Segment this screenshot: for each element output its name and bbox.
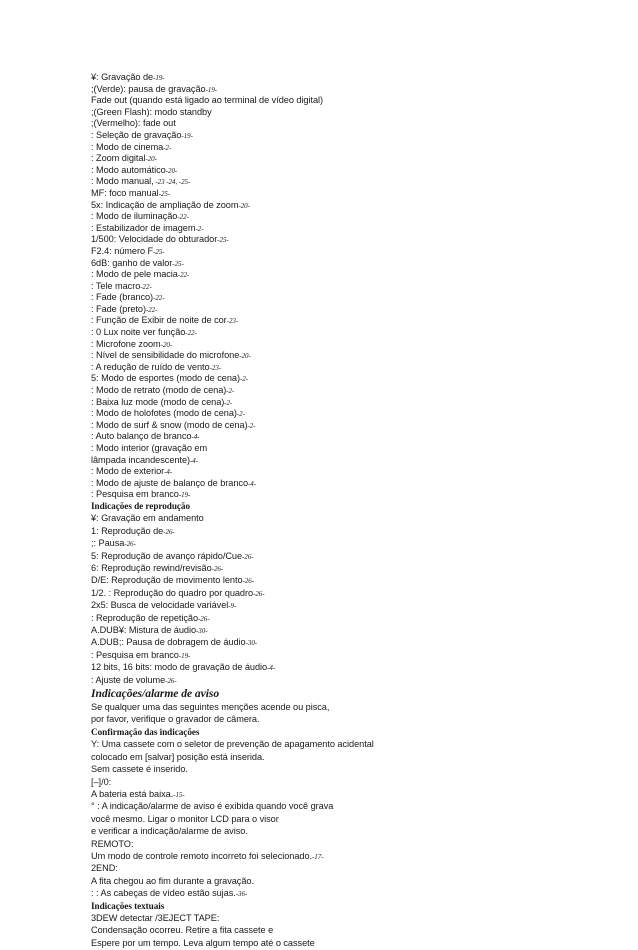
line-text: D/E: Reprodução de movimento lento bbox=[91, 575, 243, 586]
indicator-line bbox=[91, 637, 561, 649]
indicator-line bbox=[91, 408, 561, 420]
section-heading bbox=[91, 501, 561, 513]
indicator-line bbox=[91, 292, 561, 304]
page-reference: -36- bbox=[235, 890, 248, 899]
page-reference: -26- bbox=[253, 589, 265, 598]
page-reference: -23- bbox=[226, 317, 239, 326]
line-text: e verificar a indicação/alarme de aviso. bbox=[91, 826, 248, 837]
line-text: 5: Reprodução de avanço rápido/Cue bbox=[91, 550, 243, 561]
indicator-line bbox=[91, 130, 561, 142]
indicator-line bbox=[91, 397, 561, 409]
page-reference: -2- bbox=[236, 410, 245, 419]
page-reference: -22- bbox=[185, 329, 197, 338]
page-reference: -15- bbox=[173, 790, 185, 799]
line-text: 2x5: Busca de velocidade variável bbox=[91, 600, 229, 611]
line-text: : Pesquisa em branco bbox=[91, 649, 179, 660]
line-text: : Modo interior (gravação em bbox=[91, 443, 208, 453]
indicator-line bbox=[91, 789, 561, 801]
page-reference: -20- bbox=[238, 201, 250, 210]
line-text: : Reprodução de repetição bbox=[91, 612, 199, 623]
indicator-line bbox=[91, 234, 561, 246]
indicator-line bbox=[91, 304, 561, 316]
line-text: ;(Vermelho): fade out bbox=[91, 118, 176, 129]
line-text: 6: Reprodução rewind/revisão bbox=[91, 563, 212, 573]
line-text: : Fade (branco) bbox=[91, 292, 154, 303]
page-reference: -26- bbox=[163, 527, 175, 536]
line-text: lâmpada incandescente) bbox=[91, 454, 191, 465]
line-text: : Modo manual, bbox=[91, 176, 154, 187]
indicator-line bbox=[91, 281, 561, 293]
indicator-line bbox=[91, 801, 561, 813]
line-text: : Modo de surf & snow (modo de cena) bbox=[91, 419, 248, 430]
page-reference: -26- bbox=[165, 676, 177, 685]
indicator-line bbox=[91, 443, 561, 455]
line-text: : Modo de holofotes (modo de cena) bbox=[91, 408, 237, 419]
line-text: MF: foco manual bbox=[91, 187, 159, 198]
page-reference: -4- bbox=[248, 479, 257, 488]
indicator-line bbox=[91, 625, 561, 637]
page-reference: -2- bbox=[226, 387, 235, 396]
page-reference: -20- bbox=[145, 155, 157, 164]
line-text: : Baixa luz mode (modo de cena) bbox=[91, 396, 225, 407]
indicator-line bbox=[91, 650, 561, 662]
indicator-line bbox=[91, 863, 561, 875]
page-reference: -26- bbox=[198, 614, 210, 623]
page-reference: -20- bbox=[160, 340, 173, 349]
page-reference: -19- bbox=[178, 651, 191, 660]
section-title bbox=[91, 687, 561, 702]
line-text: Y: Uma cassete com o seletor de prevenção de apagamento acidental bbox=[91, 739, 374, 750]
line-text: 1/500: Velocidade do obturador bbox=[91, 234, 218, 245]
indicator-line bbox=[91, 826, 561, 838]
indicator-line bbox=[91, 551, 561, 563]
line-text: Confirmação das indicações bbox=[91, 726, 200, 737]
indicator-line bbox=[91, 513, 561, 525]
page-reference: -20- bbox=[239, 352, 251, 361]
line-text: : Microfone zoom bbox=[91, 338, 161, 349]
indicator-line bbox=[91, 327, 561, 339]
line-text: A bateria está baixa. bbox=[91, 788, 174, 799]
line-text: por favor, verifique o gravador de câmera. bbox=[91, 714, 260, 725]
indicator-line bbox=[91, 600, 561, 612]
page-reference: -22- bbox=[140, 282, 152, 291]
line-text: : : As cabeças de vídeo estão sujas. bbox=[91, 888, 236, 899]
line-text: : Modo de exterior bbox=[91, 466, 165, 477]
line-text: F2.4: número F bbox=[91, 245, 154, 256]
line-text: : Seleção de gravação bbox=[91, 129, 182, 140]
indicator-line bbox=[91, 200, 561, 212]
manual-page-body bbox=[91, 72, 561, 950]
page-reference: -30- bbox=[245, 639, 258, 648]
indicator-line bbox=[91, 938, 561, 950]
page-reference: -19- bbox=[153, 74, 165, 82]
line-text: ¥: Gravação em andamento bbox=[91, 513, 204, 524]
section-heading bbox=[91, 901, 561, 913]
indicator-line bbox=[91, 176, 561, 188]
line-text: você mesmo. Ligar o monitor LCD para o visor bbox=[91, 813, 279, 824]
line-text: ;(Verde): pausa de gravação bbox=[91, 83, 206, 94]
line-text: : Modo de cinema bbox=[91, 141, 164, 152]
indicator-line bbox=[91, 211, 561, 223]
page-reference: -26- bbox=[211, 565, 224, 573]
indicator-line bbox=[91, 246, 561, 258]
line-text: : Ajuste de volume bbox=[91, 674, 166, 685]
indicator-line bbox=[91, 851, 561, 863]
indicator-line bbox=[91, 153, 561, 165]
indicator-line bbox=[91, 118, 561, 130]
line-text: : Estabilizador de imagem bbox=[91, 222, 196, 233]
line-text: ;(Green Flash): modo standby bbox=[91, 106, 212, 117]
page-reference: -26- bbox=[124, 540, 136, 549]
line-text: : Auto balanço de branco bbox=[91, 431, 192, 442]
indicator-line bbox=[91, 839, 561, 851]
line-text: 12 bits, 16 bits: modo de gravação de áudio bbox=[91, 662, 268, 673]
indicator-line bbox=[91, 385, 561, 397]
indicator-line bbox=[91, 420, 561, 432]
indicator-line bbox=[91, 223, 561, 235]
indicator-line bbox=[91, 84, 561, 96]
indicator-line bbox=[91, 107, 561, 119]
indicator-line bbox=[91, 538, 561, 550]
line-text: : Nível de sensibilidade do microfone bbox=[91, 350, 240, 361]
page-reference: -22- bbox=[145, 305, 158, 314]
line-text: 5: Modo de esportes (modo de cena) bbox=[91, 373, 240, 384]
indicator-line bbox=[91, 478, 561, 490]
line-text: : 0 Lux noite ver função bbox=[91, 327, 186, 338]
page-reference: -26- bbox=[242, 577, 254, 586]
indicator-line bbox=[91, 362, 561, 374]
page-reference: -2- bbox=[195, 224, 204, 233]
indicator-line bbox=[91, 575, 561, 587]
indicator-line bbox=[91, 373, 561, 385]
page-reference: -17- bbox=[312, 852, 324, 861]
page-reference: -23 -24, -25- bbox=[153, 178, 191, 187]
indicator-line bbox=[91, 814, 561, 826]
line-text: : Tele macro bbox=[91, 280, 141, 291]
line-text: ° : A indicação/alarme de aviso é exibida quando você grava bbox=[91, 801, 334, 812]
line-text: : Zoom digital bbox=[91, 153, 146, 164]
indicator-line bbox=[91, 675, 561, 687]
line-text: Indicações de reprodução bbox=[91, 500, 191, 511]
indicator-line bbox=[91, 613, 561, 625]
page-reference: -25- bbox=[172, 259, 184, 268]
page-reference: -2- bbox=[239, 375, 248, 384]
indicator-line bbox=[91, 739, 561, 751]
page-reference: -19- bbox=[181, 131, 193, 140]
page-reference: -19- bbox=[178, 491, 191, 500]
line-text: 5x: Indicação de ampliação de zoom bbox=[91, 199, 239, 210]
indicator-line bbox=[91, 702, 561, 714]
indicator-line bbox=[91, 72, 561, 84]
line-text: 1/2. : Reprodução do quadro por quadro bbox=[91, 587, 254, 598]
indicator-line bbox=[91, 466, 561, 478]
indicator-line bbox=[91, 431, 561, 443]
indicator-line bbox=[91, 142, 561, 154]
indicator-line bbox=[91, 752, 561, 764]
indicator-line bbox=[91, 258, 561, 270]
line-text: Condensação ocorreu. Retire a fita cassete e bbox=[91, 925, 274, 936]
line-text: Um modo de controle remoto incorreto foi selecionado. bbox=[91, 850, 313, 861]
page-reference: -4- bbox=[190, 456, 199, 465]
line-text: Indicações/alarme de aviso bbox=[91, 687, 220, 701]
indicator-line bbox=[91, 269, 561, 281]
indicator-line bbox=[91, 662, 561, 674]
page-reference: -26- bbox=[242, 552, 254, 561]
line-text: : A redução de ruído de vento bbox=[91, 361, 210, 372]
indicator-line bbox=[91, 563, 561, 575]
line-text: : Modo de ajuste de balanço de branco bbox=[91, 477, 249, 488]
indicator-line bbox=[91, 339, 561, 351]
page-reference: -2- bbox=[224, 398, 233, 407]
indicator-line bbox=[91, 455, 561, 467]
line-text: 1: Reprodução de bbox=[91, 525, 164, 536]
page-reference: -25- bbox=[217, 236, 229, 245]
indicator-line bbox=[91, 714, 561, 726]
indicator-line bbox=[91, 777, 561, 789]
line-text: : Função de Exibir de noite de cor bbox=[91, 315, 227, 326]
page-reference: -22- bbox=[177, 271, 190, 280]
line-text: Indicações textuais bbox=[91, 900, 165, 911]
page-reference: -22- bbox=[177, 213, 189, 222]
page-reference: -2- bbox=[247, 421, 256, 430]
line-text: colocado em [salvar] posição está inserida. bbox=[91, 751, 265, 762]
page-reference: -4- bbox=[164, 468, 173, 477]
indicator-line bbox=[91, 315, 561, 327]
page-reference: -19- bbox=[205, 85, 218, 94]
line-text: REMOTO: bbox=[91, 838, 134, 849]
line-text: 2END: bbox=[91, 863, 118, 874]
line-text: A.DUB¥: Mistura de áudio bbox=[91, 625, 197, 636]
line-text: Sem cassete é inserido. bbox=[91, 764, 188, 775]
section-heading bbox=[91, 727, 561, 739]
line-text: : Modo de pele macia bbox=[91, 269, 178, 280]
page-reference: -23- bbox=[209, 363, 222, 372]
line-text: ;: Pausa bbox=[91, 538, 125, 549]
line-text: : Fade (preto) bbox=[91, 303, 146, 314]
line-text: ¥: Gravação de bbox=[91, 72, 154, 82]
line-text: A fita chegou ao fim durante a gravação. bbox=[91, 875, 254, 886]
indicator-line bbox=[91, 588, 561, 600]
indicator-line bbox=[91, 913, 561, 925]
indicator-line bbox=[91, 95, 561, 107]
line-text: Espere por um tempo. Leva algum tempo até o cassete bbox=[91, 937, 315, 948]
page-reference: -25- bbox=[158, 189, 171, 198]
page-reference: -4- bbox=[191, 433, 200, 442]
page-reference: -2- bbox=[163, 143, 172, 152]
indicator-line bbox=[91, 526, 561, 538]
page-reference: -9- bbox=[228, 602, 237, 611]
line-text: : Modo de iluminação bbox=[91, 211, 178, 222]
page-reference: -4- bbox=[267, 664, 276, 673]
page-reference: -20- bbox=[165, 166, 178, 175]
indicator-line bbox=[91, 876, 561, 888]
indicator-line bbox=[91, 188, 561, 200]
indicator-line bbox=[91, 764, 561, 776]
indicator-line bbox=[91, 888, 561, 900]
line-text: [–]/0: bbox=[91, 776, 112, 787]
line-text: 6dB: ganho de valor bbox=[91, 257, 173, 268]
indicator-line bbox=[91, 350, 561, 362]
line-text: A.DUB;: Pausa de dobragem de áudio bbox=[91, 637, 246, 648]
page-reference: -25- bbox=[153, 247, 165, 256]
page-reference: -30- bbox=[196, 627, 208, 636]
indicator-line bbox=[91, 489, 561, 501]
line-text: : Modo automático bbox=[91, 164, 166, 175]
line-text: 3DEW detectar /3EJECT TAPE: bbox=[91, 912, 220, 923]
page-reference: -22- bbox=[153, 294, 165, 303]
line-text: Se qualquer uma das seguintes menções acende ou pisca, bbox=[91, 702, 330, 713]
indicator-line bbox=[91, 925, 561, 937]
line-text: Fade out (quando está ligado ao terminal de vídeo digital) bbox=[91, 95, 324, 106]
line-text: : Modo de retrato (modo de cena) bbox=[91, 385, 227, 396]
indicator-line bbox=[91, 165, 561, 177]
line-text: : Pesquisa em branco bbox=[91, 489, 179, 500]
